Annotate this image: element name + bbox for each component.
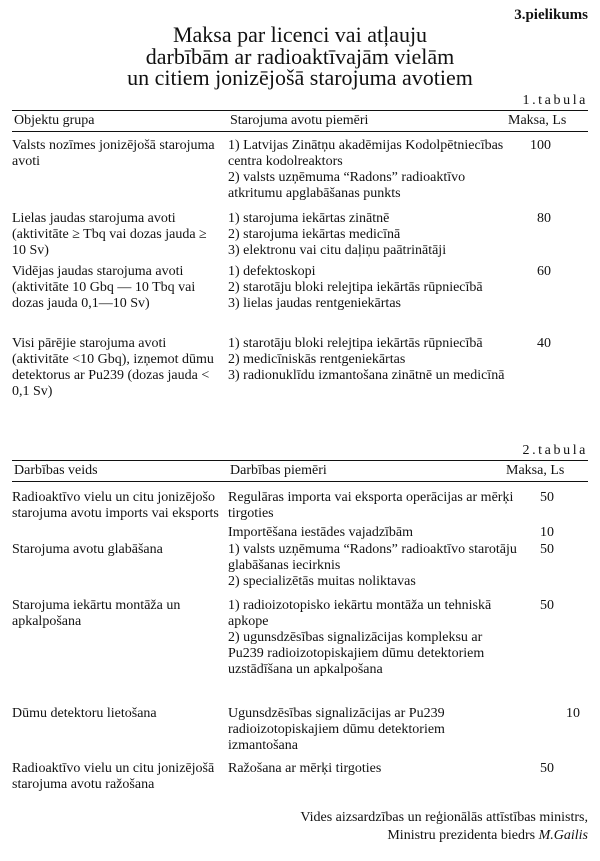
table1-top-rule [12,110,588,111]
table1-row-1-examples: 1) Latvijas Zinātņu akadēmijas Kodolpētniecības centra kodolreaktors 2) valsts uzņēmuma “Radons” radioaktīvo atkritumu apglabāšanas punkts [228,138,504,201]
table2-row-1-example-a: Regulāras importa vai eksporta operācijas ar mērķi tirgoties [228,490,514,521]
signature-title: Ministru prezidenta biedrs [387,828,539,843]
table1-row-1-fee: 100 [530,138,551,153]
signature-line-2 [300,827,588,845]
table1-header-rule [12,131,588,132]
table1-row-3-group: Vidējas jaudas starojuma avoti (aktivitāte 10 Gbq — 10 Tbq vai dozas jauda 0,1—10 Sv) [12,264,196,311]
title-line: Maksa par licenci vai atļauju [172,22,428,47]
document-title [0,24,600,89]
table2-label: 2.tabula [522,443,588,458]
table1-row-4-fee: 40 [537,336,551,351]
title-line: un citiem jonizējošā starojuma avotiem [127,65,473,90]
table2-row-5-activity: Radioaktīvo vielu un citu jonizējošā starojuma avotu ražošana [12,761,215,792]
signature-name: M.Gailis [538,828,588,843]
signature-block [300,809,588,845]
title-line: darbībām ar radioaktīvajām vielām [145,43,455,69]
table1-label: 1.tabula [522,93,588,108]
table2-header-rule [12,481,588,482]
table1-row-3-fee: 60 [537,264,551,279]
table2-row-2-examples: 1) valsts uzņēmuma “Radons” radioaktīvo starotāju glabāšanas iecirknis 2) specializētās muitas noliktavas [228,542,517,589]
table2-row-1-example-b: Importēšana iestādes vajadzībām [228,525,414,540]
table1-row-2-examples: 1) starojuma iekārtas zinātnē 2) starojuma iekārtas medicīnā 3) elektronu vai citu daļiņu paātrinātāji [228,211,447,258]
table1-row-4-group: Visi pārējie starojuma avoti (aktivitāte <10 Gbq), izņemot dūmu detektorus ar Pu239 (dozas jauda < 0,1 Sv) [12,336,214,399]
appendix-label: 3.pielikums [514,7,588,23]
table2-row-4-fee: 10 [566,706,580,721]
table2-row-4-examples: Ugunsdzēsības signalizācijas ar Pu239 radioizotopiskajiem dūmu detektoriem izmantošana [228,706,445,753]
table2-row-5-fee: 50 [540,761,554,776]
table1-header-maksa: Maksa, Ls [508,113,567,128]
table1-row-2-fee: 80 [537,211,551,226]
table2-row-1-fee-a: 50 [540,490,554,505]
table1-row-1-group: Valsts nozīmes jonizējošā starojuma avoti [12,138,215,169]
signature-line-1: Vides aizsardzības un reģionālās attīstības ministrs, [300,810,588,825]
table2-top-rule [12,460,588,461]
table2-row-1-activity: Radioaktīvo vielu un citu jonizējošo starojuma avotu imports vai eksports [12,490,219,521]
table2-row-3-fee: 50 [540,598,554,613]
table2-header-piemeri: Darbības piemēri [230,463,327,478]
table1-row-2-group: Lielas jaudas starojuma avoti (aktivitāte ≥ Tbq vai dozas jauda ≥ 10 Sv) [12,211,207,258]
table2-row-1-fee-b: 10 [540,525,554,540]
table2-row-5-examples: Ražošana ar mērķi tirgoties [228,761,382,776]
table1-row-4-examples: 1) starotāju bloki relejtipa iekārtās rūpniecībā 2) medicīniskās rentgeniekārtas 3) radionuklīdu izmantošana zinātnē un medicīnā [228,336,505,383]
table2-row-4-activity: Dūmu detektoru lietošana [12,706,157,721]
table1-header-objektu-grupa: Objektu grupa [14,113,95,128]
table2-row-3-activity: Starojuma iekārtu montāža un apkalpošana [12,598,181,629]
table2-header-maksa: Maksa, Ls [506,463,565,478]
table1-row-3-examples: 1) defektoskopi 2) starotāju bloki relejtipa iekārtās rūpniecībā 3) lielas jaudas rentgeniekārtas [228,264,483,311]
table2-row-2-fee: 50 [540,542,554,557]
table2-header-darbibas-veids: Darbības veids [14,463,98,478]
table2-row-2-activity: Starojuma avotu glabāšana [12,542,163,557]
table1-header-piemeri: Starojuma avotu piemēri [230,113,369,128]
table2-row-3-examples: 1) radioizotopisko iekārtu montāža un tehniskā apkope 2) ugunsdzēsības signalizācijas kompleksu ar Pu239 radioizotopiskajiem dūmu detektoriem uzstādīšana un apkalpošana [228,598,492,677]
